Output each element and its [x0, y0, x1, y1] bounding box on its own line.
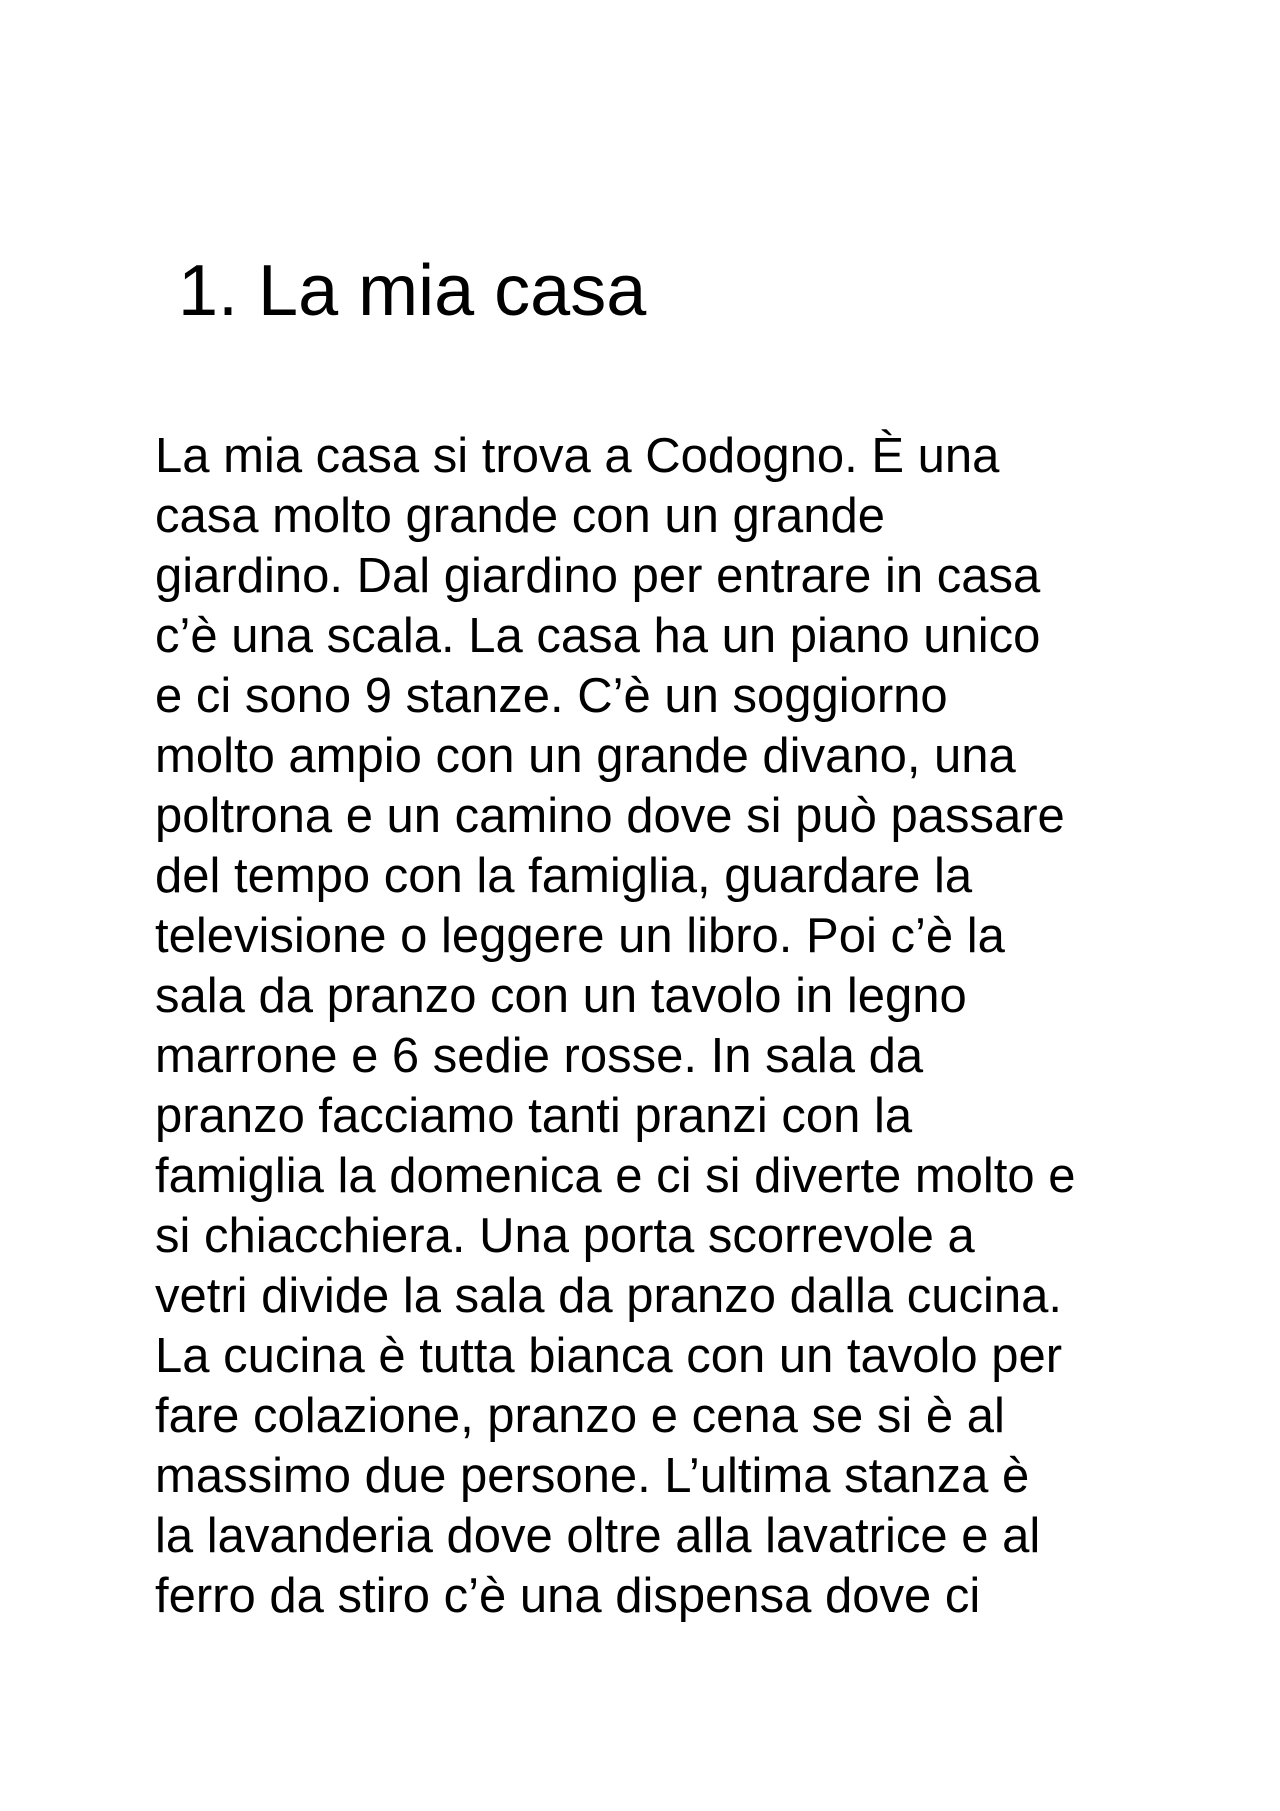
text-line: e ci sono 9 stanze. C’è un soggiorno — [155, 669, 948, 723]
text-line: marrone e 6 sedie rosse. In sala da — [155, 1029, 924, 1083]
text-line: televisione o leggere un libro. Poi c’è la — [155, 909, 1005, 963]
text-line: del tempo con la famiglia, guardare la — [155, 849, 973, 903]
text-line: La cucina è tutta bianca con un tavolo per — [155, 1329, 1063, 1383]
text-line: sala da pranzo con un tavolo in legno — [155, 969, 967, 1023]
text-line: casa molto grande con un grande — [155, 489, 886, 543]
text-line: molto ampio con un grande divano, una — [155, 729, 1016, 783]
text-line: la lavanderia dove oltre alla lavatrice e al — [155, 1509, 1041, 1563]
heading-title: La mia casa — [258, 251, 647, 331]
text-line: ferro da stiro c’è una dispensa dove ci — [155, 1569, 981, 1623]
text-line: La mia casa si trova a Codogno. È una — [155, 429, 1000, 483]
text-line: pranzo facciamo tanti pranzi con la — [155, 1089, 913, 1143]
text-line: giardino. Dal giardino per entrare in casa — [155, 549, 1041, 603]
text-line: fare colazione, pranzo e cena se si è al — [155, 1389, 1005, 1443]
text-line: famiglia la domenica e ci si diverte molto e — [155, 1149, 1076, 1203]
heading-number: 1. — [178, 251, 239, 331]
text-line: massimo due persone. L’ultima stanza è — [155, 1449, 1030, 1503]
page-title — [178, 248, 646, 334]
text-line: si chiacchiera. Una porta scorrevole a — [155, 1209, 975, 1263]
text-line: poltrona e un camino dove si può passare — [155, 789, 1065, 843]
text-line: c’è una scala. La casa ha un piano unico — [155, 609, 1041, 663]
body-paragraph — [155, 426, 1076, 1626]
text-line: vetri divide la sala da pranzo dalla cucina. — [155, 1269, 1063, 1323]
